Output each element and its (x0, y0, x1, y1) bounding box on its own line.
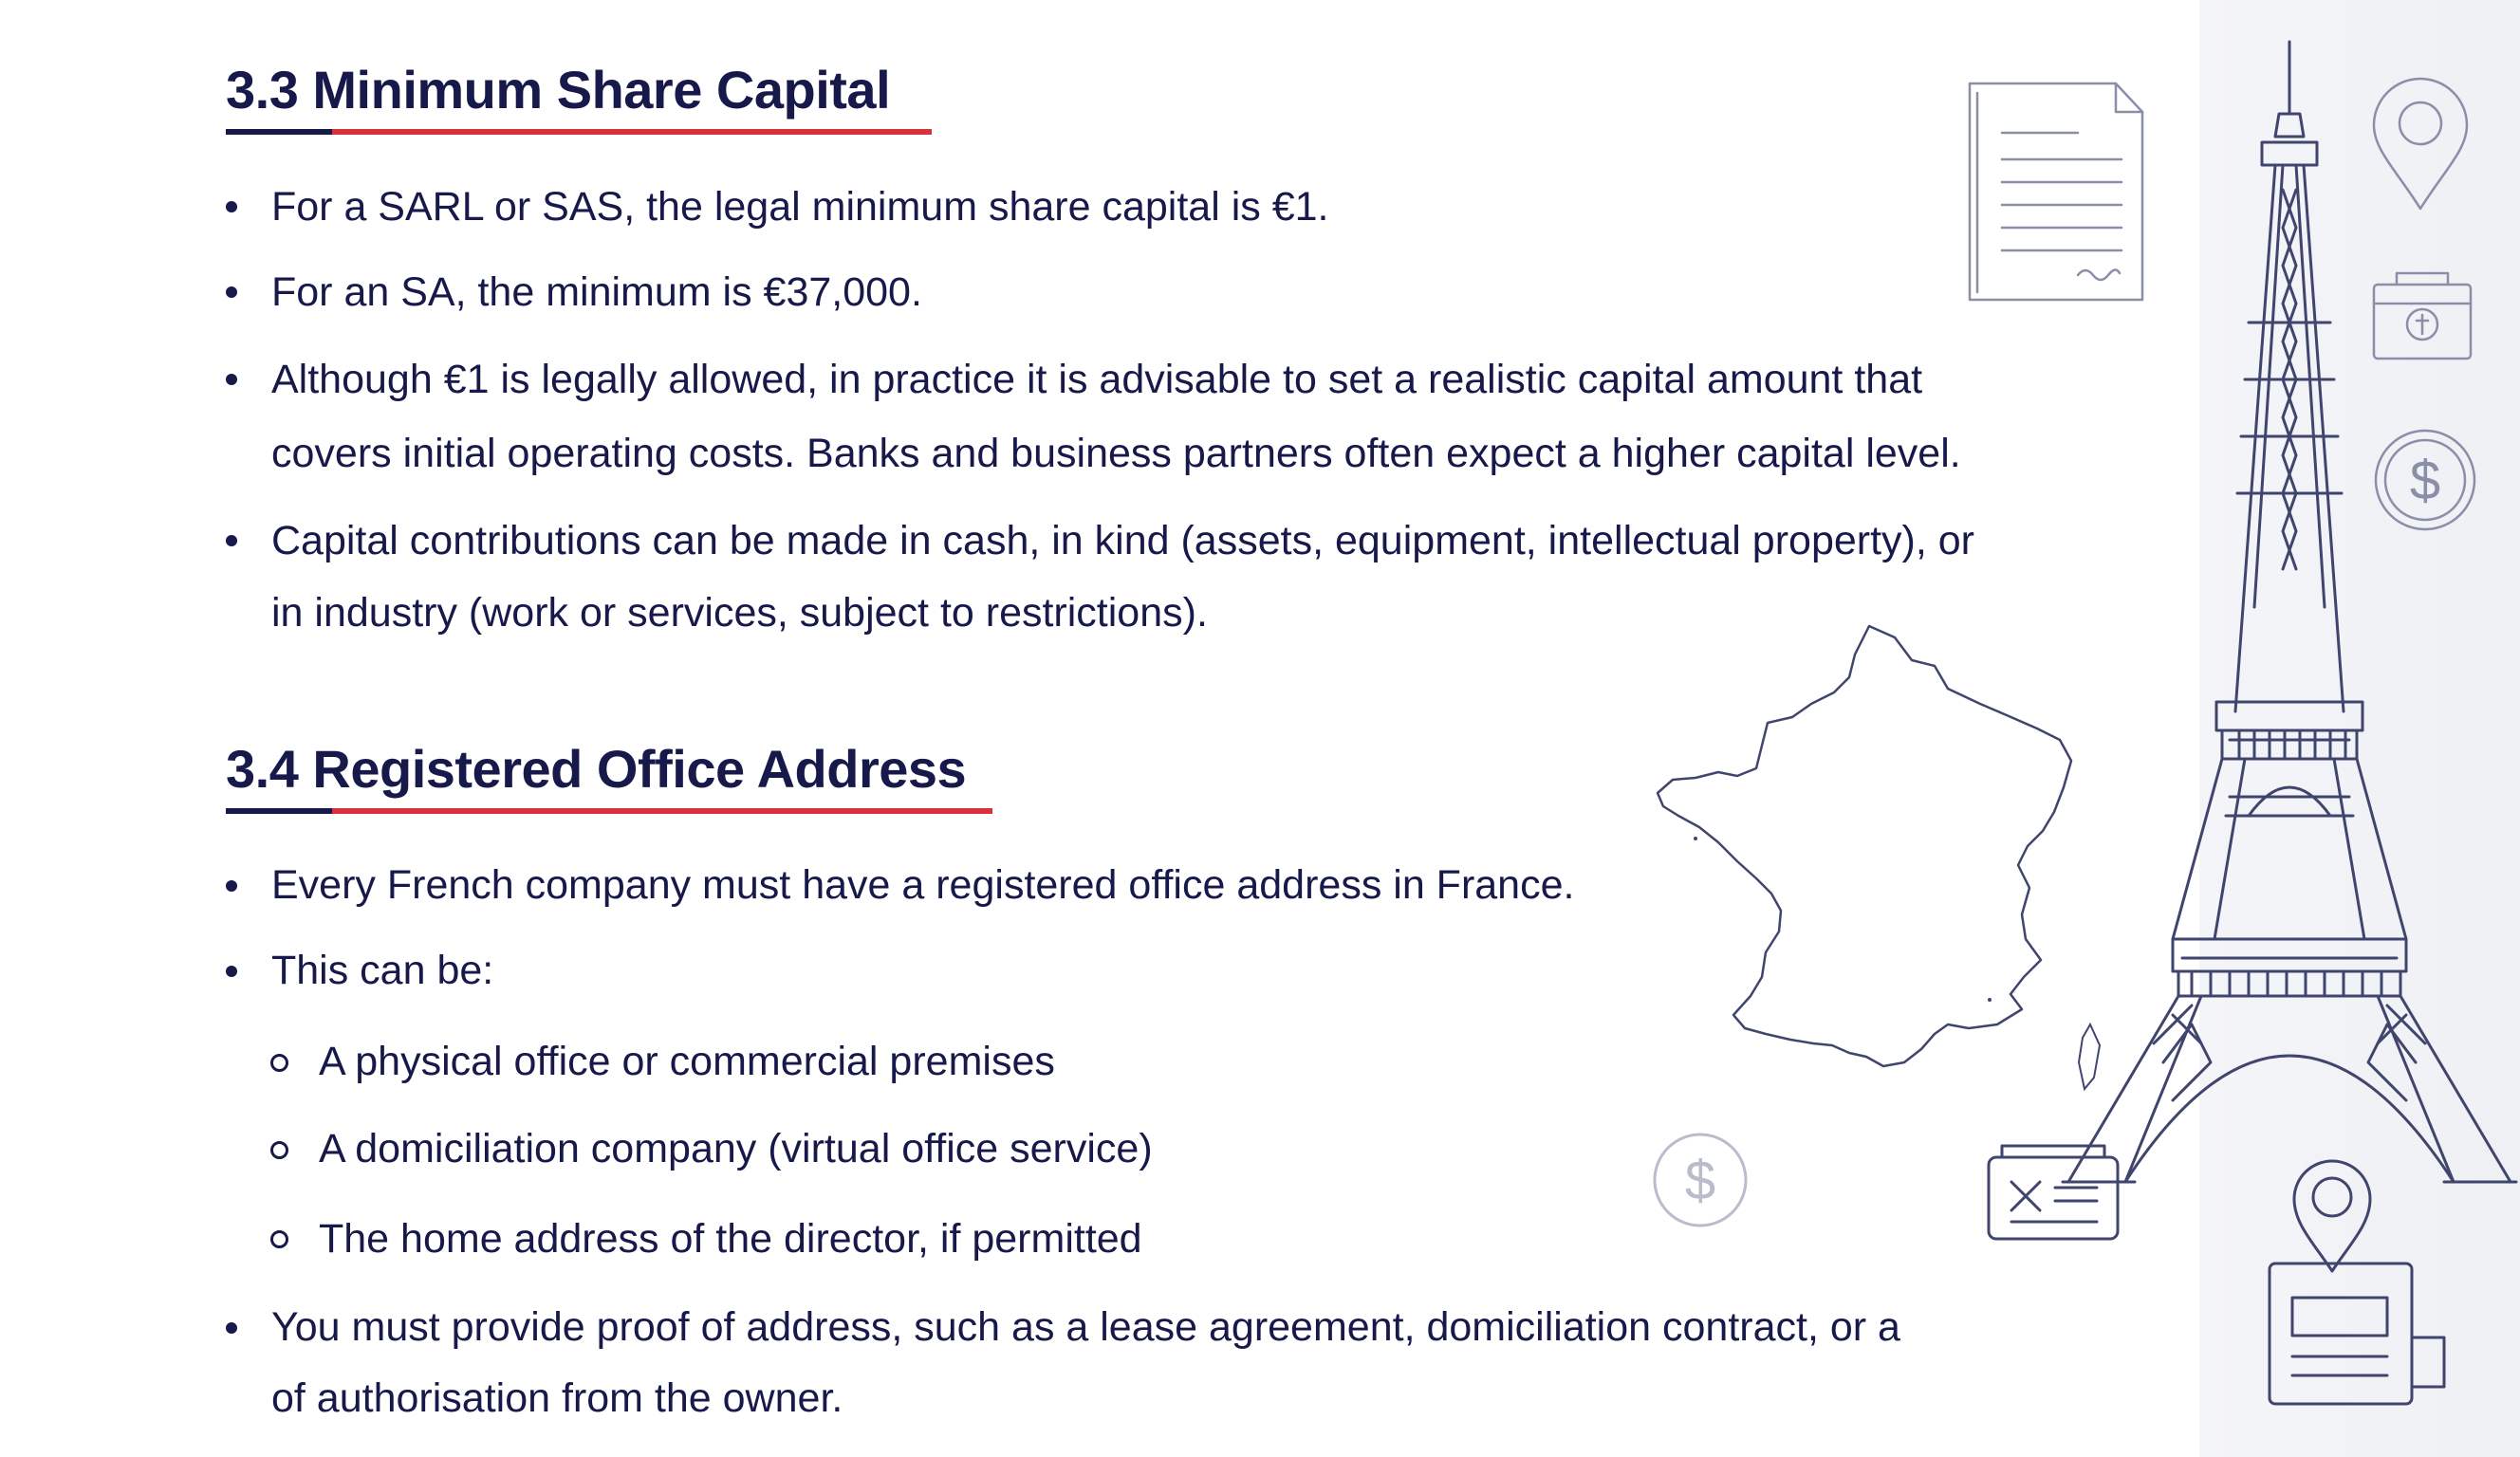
location-letter-icon (2258, 1129, 2467, 1413)
section-heading-share-capital: 3.3 Minimum Share Capital (226, 60, 891, 120)
bullet-text: Every French company must have a registered office address in France. (271, 862, 1575, 908)
bullet-marker (226, 1322, 237, 1334)
bullet-text-continued: of authorisation from the owner. (271, 1375, 843, 1421)
dollar-symbol: $ (2409, 450, 2441, 511)
bullet-text: Capital contributions can be made in cash, in kind (assets, equipment, intellectual property), or (271, 518, 1974, 563)
sub-bullet-marker (270, 1141, 288, 1159)
heading-underline-navy (226, 129, 332, 135)
section-heading-registered-office: 3.4 Registered Office Address (226, 739, 967, 799)
heading-underline-navy (226, 808, 332, 814)
france-map-icon (1646, 617, 2111, 1110)
bullet-text: For a SARL or SAS, the legal minimum share capital is €1. (271, 184, 1329, 230)
bullet-text: You must provide proof of address, such as a lease agreement, domiciliation contract, or a (271, 1304, 1900, 1350)
dollar-coin-faint-icon (1649, 1129, 1751, 1231)
bullet-text: This can be: (271, 948, 494, 993)
sub-bullet-text: A domiciliation company (virtual office service) (319, 1126, 1153, 1171)
heading-underline-red (332, 129, 932, 135)
eiffel-tower-icon (2059, 38, 2520, 1195)
dollar-symbol: $ (1684, 1150, 1716, 1211)
bullet-text-continued: in industry (work or services, subject to restrictions). (271, 590, 1208, 636)
bullet-marker (226, 880, 237, 892)
bullet-text: For an SA, the minimum is €37,000. (271, 269, 922, 315)
bullet-marker (226, 374, 237, 385)
bullet-marker (226, 286, 237, 298)
sub-bullet-marker (270, 1230, 288, 1248)
bullet-marker (226, 966, 237, 977)
sub-bullet-text: A physical office or commercial premises (319, 1039, 1055, 1084)
bullet-text: Although €1 is legally allowed, in practice it is advisable to set a realistic capital amount that (271, 357, 1923, 402)
bullet-text-continued: covers initial operating costs. Banks and business partners often expect a higher capital level. (271, 431, 1961, 476)
bullet-marker (226, 535, 237, 546)
sub-bullet-text: The home address of the director, if permitted (319, 1216, 1142, 1262)
heading-underline-red (332, 808, 992, 814)
sub-bullet-marker (270, 1054, 288, 1072)
id-card-icon (1983, 1138, 2123, 1245)
bullet-marker (226, 201, 237, 212)
